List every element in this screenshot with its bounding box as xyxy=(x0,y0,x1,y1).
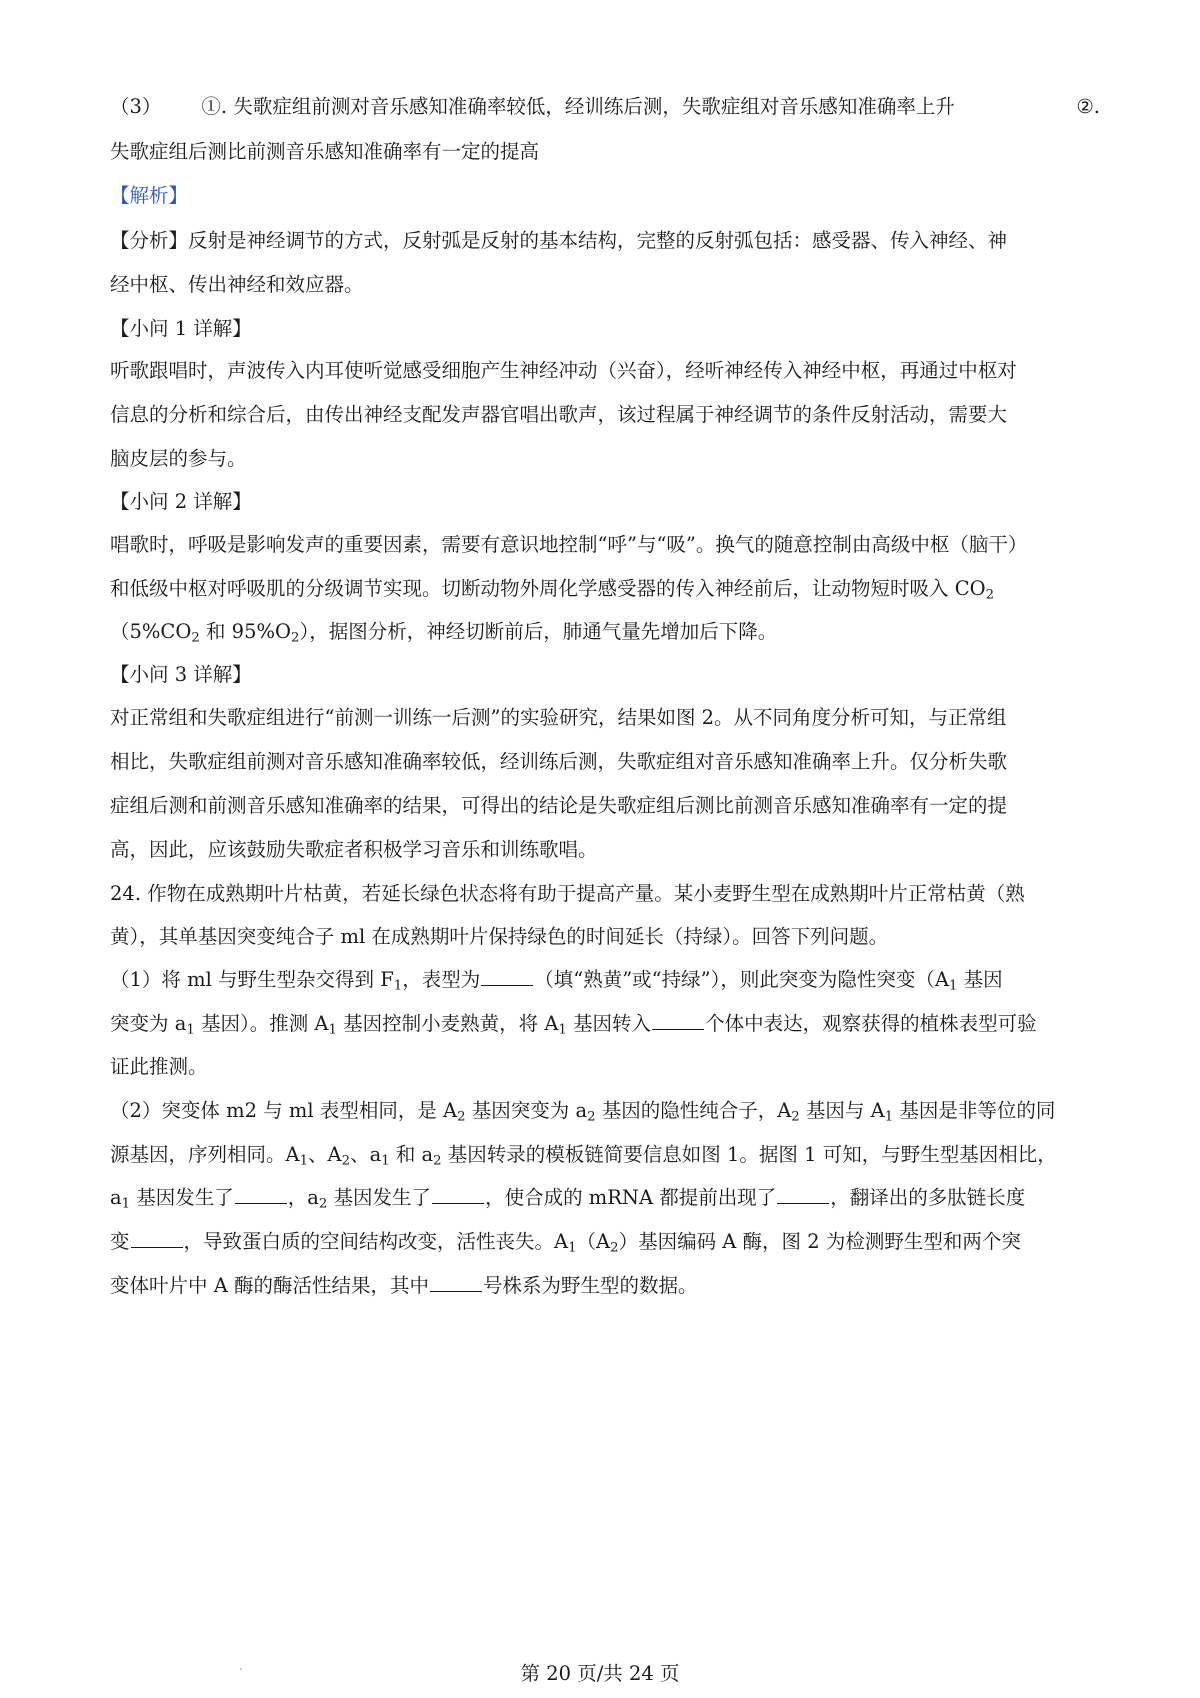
analysis-tag: 【分析】 xyxy=(110,229,189,252)
q24-part1-line-2: 突变为 $a_1$ 基因）。推测 $A_1$ 基因控制小麦熟黄，将 $A_1$ 基因转入 个体中表达，观察获得的植株表型可验 xyxy=(110,1012,1037,1038)
analysis-line-1: 【分析】反射是神经调节的方式，反射弧是反射的基本结构，完整的反射弧包括：感受器、传入神经、神 xyxy=(110,229,1008,252)
q24-part1-line-3: 证此推测。 xyxy=(110,1055,208,1078)
q24-part2-line-4: 变 ，导致蛋白质的空间结构改变，活性丧失。$A_1(A_2)$基因编码 A 酶，图 2 为检测野生型和两个突 xyxy=(110,1230,1021,1256)
answer-item-2-mark: ②. xyxy=(1076,95,1100,118)
q24-part2-line-1: （2）突变体 m2 与 ml 表型相同，是 $A_2$ 基因突变为 $a_2$ 基因的隐性纯合子，$A_2$ 基因与 $A_1$ 基因是非等位的同 xyxy=(110,1099,1056,1125)
answer-blank[interactable] xyxy=(777,1185,829,1204)
q24-line-1: 24. 作物在成熟期叶片枯黄，若延长绿色状态将有助于提高产量。某小麦野生型在成熟期叶片正常枯黄（熟 xyxy=(110,882,1025,905)
answer-blank[interactable] xyxy=(481,967,533,986)
q1-line-1: 听歌跟唱时，声波传入内耳使听觉感受细胞产生神经冲动（兴奋），经听神经传入神经中枢，再通过中枢对 xyxy=(110,359,1017,382)
answer-blank[interactable] xyxy=(131,1229,183,1248)
answer-label: （3） xyxy=(110,95,162,118)
q1-heading: 【小问 1 详解】 xyxy=(110,317,252,340)
answer-3-line-2: 失歌症组后测比前测音乐感知准确率有一定的提高 xyxy=(110,140,540,163)
q3-line-4: 高，因此，应该鼓励失歌症者积极学习音乐和训练歌唱。 xyxy=(110,838,598,861)
q2-line-2: 和低级中枢对呼吸肌的分级调节实现。切断动物外周化学感受器的传入神经前后，让动物短时吸入 $CO_2$ xyxy=(110,577,995,603)
answer-3-line-1 xyxy=(110,92,1100,122)
q3-line-2: 相比，失歌症组前测对音乐感知准确率较低，经训练后测，失歌症组对音乐感知准确率上升。仅分析失歌 xyxy=(110,750,1008,773)
q2-line-3: （$5\%CO_2$ 和 $95\%O_2$），据图分析，神经切断前后，肺通气量先增加后下降。 xyxy=(110,620,778,646)
page-footer: 第 20 页/共 24 页 xyxy=(520,1662,680,1685)
q24-part1-line-1: （1）将 ml 与野生型杂交得到 $F_1$，表型为 （填“熟黄”或“持绿”），则此突变为隐性突变（$A_1$ 基因 xyxy=(110,968,1003,994)
answer-blank[interactable] xyxy=(432,1185,484,1204)
q24-line-2: 黄），其单基因突变纯合子 ml 在成熟期叶片保持绿色的时间延长（持绿）。回答下列问题。 xyxy=(110,925,889,948)
q24-part2-line-2: 源基因，序列相同。$A_1$、$A_2$、$a_1$ 和 $a_2$ 基因转录的模板链简要信息如图 1。据图 1 可知，与野生型基因相比， xyxy=(110,1143,1057,1169)
jiexi-heading: 【解析】 xyxy=(110,184,189,207)
analysis-line-2: 经中枢、传出神经和效应器。 xyxy=(110,273,364,296)
q3-heading: 【小问 3 详解】 xyxy=(110,663,252,686)
q1-line-2: 信息的分析和综合后，由传出神经支配发声器官唱出歌声，该过程属于神经调节的条件反射活动，需要大 xyxy=(110,403,1008,426)
q1-line-3: 脑皮层的参与。 xyxy=(110,447,247,470)
q3-line-3: 症组后测和前测音乐感知准确率的结果，可得出的结论是失歌症组后测比前测音乐感知准确率有一定的提 xyxy=(110,794,1008,817)
q3-line-1: 对正常组和失歌症组进行“前测一训练一后测”的实验研究，结果如图 2。从不同角度分析可知，与正常组 xyxy=(110,706,1007,729)
q24-part2-line-5: 变体叶片中 A 酶的酶活性结果，其中 号株系为野生型的数据。 xyxy=(110,1274,698,1297)
answer-blank[interactable] xyxy=(235,1185,287,1204)
q2-line-1: 唱歌时，呼吸是影响发声的重要因素，需要有意识地控制“呼”与“吸”。换气的随意控制由高级中枢（脑干） xyxy=(110,533,1028,556)
q24-part2-line-3: $a_1$ 基因发生了 ，$a_2$ 基因发生了 ，使合成的 mRNA 都提前出现了 ，翻译出的多肽链长度 xyxy=(110,1186,1026,1212)
answer-item-1: ①. 失歌症组前测对音乐感知准确率较低，经训练后测，失歌症组对音乐感知准确率上升 xyxy=(201,95,955,118)
q2-heading: 【小问 2 详解】 xyxy=(110,490,252,513)
answer-blank[interactable] xyxy=(652,1011,704,1030)
answer-blank[interactable] xyxy=(430,1273,482,1292)
